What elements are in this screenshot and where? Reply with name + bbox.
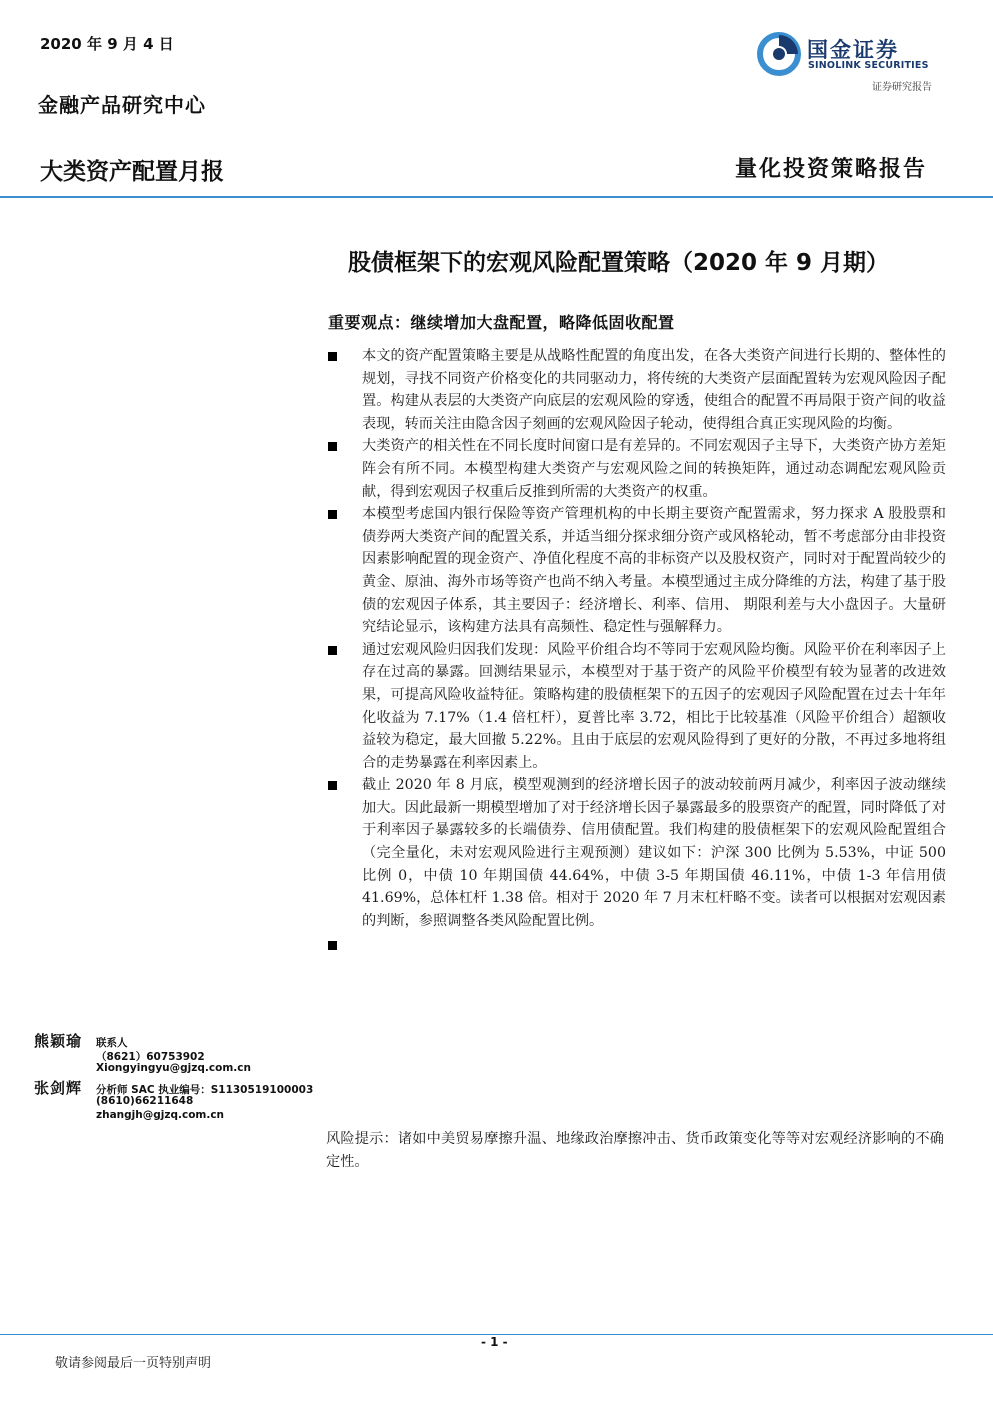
key-point-text: 本模型考虑国内银行保险等资产管理机构的中长期主要资产配置需求，努力探求 A 股股票和债券两大类资产间的配置关系，并适当细分探求细分资产或风格轮动，暂不考虑部分由非投资因素影响配置的现金资产、净值化程度不高的非标资产以及股权资产，同时对于配置尚较少的黄金、原油、海外市场等资产也尚不纳入考量。本模型通过主成分降维的方法，构建了基于股债的宏观因子体系，其主要因子：经济增长、利率、信用、 期限利差与大小盘因子。大量研究结论显示，该构建方法具有高频性、稳定性与强解释力。 [362, 506, 946, 636]
key-point-item [326, 934, 946, 957]
bullet-square-icon [328, 781, 337, 790]
strategy-label: 量化投资策略报告 [735, 156, 928, 182]
bullet-square-icon [328, 646, 337, 655]
company-logo [757, 32, 943, 76]
header-divider [0, 196, 993, 198]
sinolink-logo-icon [757, 32, 801, 76]
report-type: 大类资产配置月报 [40, 159, 224, 185]
key-point-text: 通过宏观风险归因我们发现：风险平价组合均不等同于宏观风险均衡。风险平价在利率因子上存在过高的暴露。回测结果显示，本模型对于基于资产的风险平价模型有较为显著的改进效果，可提高风险收益特征。策略构建的股债框架下的五因子的宏观因子风险配置在过去十年年化收益为 7.17%（1.4 倍杠杆），夏普比率 3.72，相比于比较基准（风险平价组合）超额收益较为稳定，最大回撤 5.22%。且由于底层的宏观风险得到了更好的分散，不再过多地将组合的走势暴露在利率因素上。 [362, 641, 946, 771]
footer-disclaimer: 敬请参阅最后一页特别声明 [55, 1356, 212, 1371]
logo-subtitle: 证券研究报告 [872, 82, 932, 93]
key-point-item [326, 503, 946, 639]
key-point-text: 本文的资产配置策略主要是从战略性配置的角度出发，在各大类资产间进行长期的、整体性的规划，寻找不同资产价格变化的共同驱动力，将传统的大类资产层面配置转为宏观风险因子配置。构建从表层的大类资产向底层的宏观风险的穿透，使组合的配置不再局限于资产间的收益表现，转而关注由隐含因子刻画的宏观风险因子轮动，使得组合真正实现风险的均衡。 [362, 348, 946, 432]
risk-note: 风险提示：诸如中美贸易摩擦升温、地缘政治摩擦冲击、货币政策变化等等对宏观经济影响的不确定性。 [326, 1131, 944, 1170]
author-name: 熊颖瑜 [34, 1032, 83, 1050]
key-point-item [326, 435, 946, 503]
report-date: 2020 年 9 月 4 日 [40, 35, 174, 53]
page-title: 股债框架下的宏观风险配置策略（2020 年 9 月期） [348, 250, 890, 276]
author-email[interactable]: Xiongyingyu@gjzq.com.cn [96, 1062, 251, 1074]
bullet-square-icon [328, 442, 337, 451]
logo-name-cn: 国金证券 [807, 38, 899, 62]
author-email[interactable]: zhangjh@gjzq.com.cn [96, 1109, 225, 1121]
key-points-heading: 重要观点：继续增加大盘配置，略降低固收配置 [328, 313, 675, 332]
author-phone: (8610)66211648 [96, 1095, 194, 1107]
department-name: 金融产品研究中心 [38, 93, 206, 117]
key-point-item [326, 345, 946, 435]
key-points-list [326, 345, 946, 957]
bullet-square-icon [328, 941, 337, 950]
key-point-text: 大类资产的相关性在不同长度时间窗口是有差异的。不同宏观因子主导下，大类资产协方差矩阵会有所不同。本模型构建大类资产与宏观风险之间的转换矩阵，通过动态调配宏观风险贡献，得到宏观因子权重后反推到所需的大类资产的权重。 [362, 438, 946, 500]
bullet-square-icon [328, 510, 337, 519]
key-point-item [326, 774, 946, 932]
logo-name-en: SINOLINK SECURITIES [808, 60, 929, 71]
author-name: 张剑辉 [34, 1079, 83, 1097]
key-point-item [326, 639, 946, 775]
author-phone: （8621）60753902 [96, 1051, 205, 1063]
page-number: - 1 - [481, 1335, 508, 1349]
key-point-text: 截止 2020 年 8 月底，模型观测到的经济增长因子的波动较前两月减少，利率因子波动继续加大。因此最新一期模型增加了对于经济增长因子暴露最多的股票资产的配置，同时降低了对于利率因子暴露较多的长端债券、信用债配置。我们构建的股债框架下的宏观风险配置组合（完全量化，未对宏观风险进行主观预测）建议如下：沪深 300 比例为 5.53%，中证 500 比例 0，中债 10 年期国债 44.64%，中债 3-5 年期国债 46.11%，中债 1-3 年信用债 41.69%，总体杠杆 1.38 倍。相对于 2020 年 7 月末杠杆略不变。读者可以根据对宏观因素的判断，参照调整各类风险配置比例。 [362, 777, 946, 929]
bullet-square-icon [328, 352, 337, 361]
author-role: 联系人 [96, 1037, 128, 1049]
author-role: 分析师 SAC 执业编号：S1130519100003 [96, 1084, 314, 1096]
